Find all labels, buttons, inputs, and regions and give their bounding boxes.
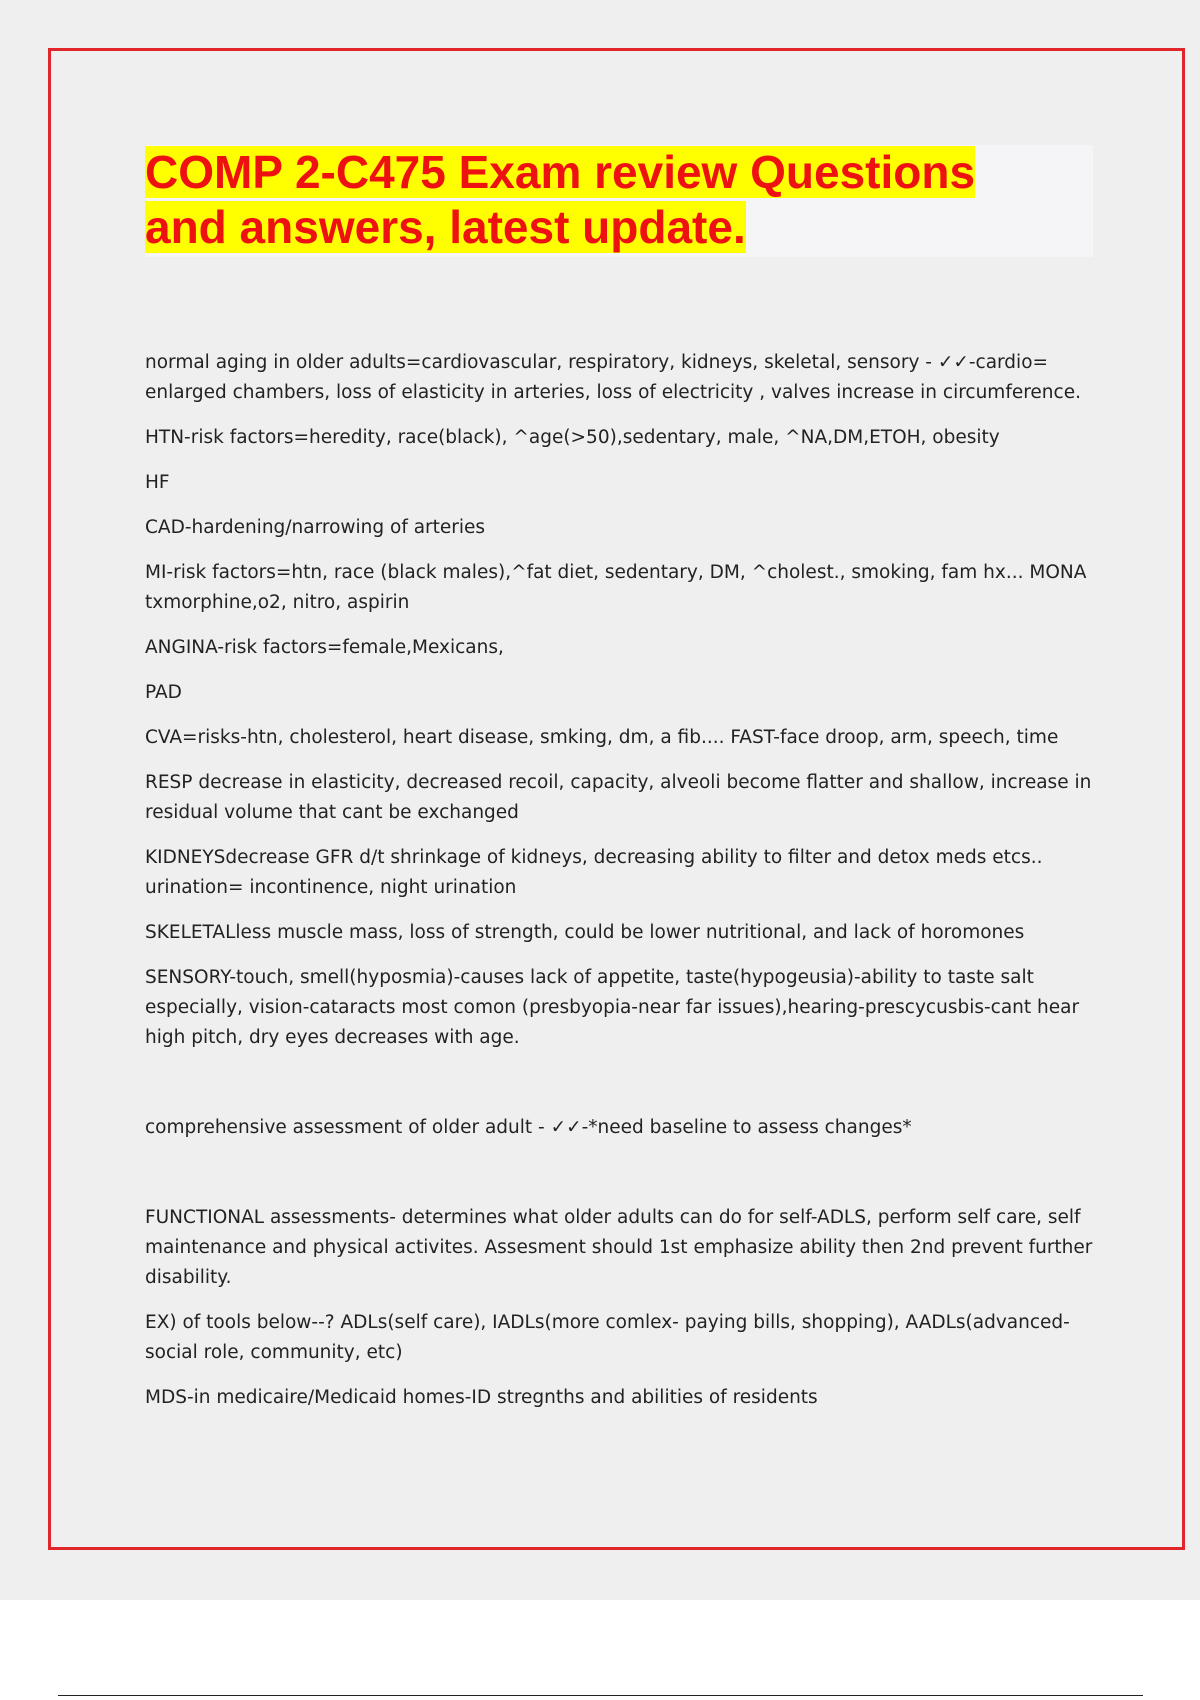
paragraph-comprehensive-assessment: comprehensive assessment of older adult - ✓✓-*need baseline to assess changes* (145, 1117, 912, 1138)
title-block (145, 145, 1093, 257)
document-title (145, 145, 1093, 255)
paragraph-skeletal: SKELETALless muscle mass, loss of strength, could be lower nutritional, and lack of horomones (145, 922, 1025, 943)
paragraph-sensory: SENSORY-touch, smell(hyposmia)-causes lack of appetite, taste(hypogeusia)-ability to taste salt especially, vision-cataracts most comon (presbyopia-near far issues),hearing-prescycusbis-cant hear high pitch, dry eyes decreases with age. (145, 967, 1080, 1048)
paragraph-mi: MI-risk factors=htn, race (black males),^fat diet, sedentary, DM, ^cholest., smoking, fam hx... MONA txmorphine,o2, nitro, aspirin (145, 562, 1087, 613)
paragraph-mds: MDS-in medicaire/Medicaid homes-ID stregnths and abilities of residents (145, 1387, 818, 1408)
paragraph-tools: EX) of tools below--? ADLs(self care), IADLs(more comlex- paying bills, shopping), AADLs(advanced-social role, community, etc) (145, 1312, 1070, 1363)
paragraph-htn: HTN-risk factors=heredity, race(black), ^age(>50),sedentary, male, ^NA,DM,ETOH, obesity (145, 427, 1000, 448)
paragraph-cva: CVA=risks-htn, cholesterol, heart disease, smking, dm, a fib.... FAST-face droop, arm, speech, time (145, 727, 1059, 748)
paragraph-hf: HF (145, 472, 170, 493)
paragraph-cad: CAD-hardening/narrowing of arteries (145, 517, 486, 538)
footer-divider (58, 1695, 1143, 1696)
document-body (145, 348, 1095, 1413)
paragraph-normal-aging: normal aging in older adults=cardiovascular, respiratory, kidneys, skeletal, sensory - ✓✓-cardio= enlarged chambers, loss of elasticity in arteries, loss of electricity , valves increase in circumference. (145, 352, 1081, 403)
paragraph-kidneys: KIDNEYSdecrease GFR d/t shrinkage of kidneys, decreasing ability to filter and detox meds etcs.. urination= incontinence, night urination (145, 847, 1043, 898)
paragraph-functional-assessments: FUNCTIONAL assessments- determines what older adults can do for self-ADLS, perform self care, self maintenance and physical activites. Assesment should 1st emphasize ability then 2nd prevent further disability. (145, 1207, 1093, 1288)
paragraph-angina: ANGINA-risk factors=female,Mexicans, (145, 637, 504, 658)
title-line-1: COMP 2-C475 Exam review Questions (145, 146, 976, 198)
paragraph-resp: RESP decrease in elasticity, decreased recoil, capacity, alveoli become flatter and shallow, increase in residual volume that cant be exchanged (145, 772, 1092, 823)
paragraph-pad: PAD (145, 682, 182, 703)
title-line-2: and answers, latest update. (145, 201, 746, 253)
